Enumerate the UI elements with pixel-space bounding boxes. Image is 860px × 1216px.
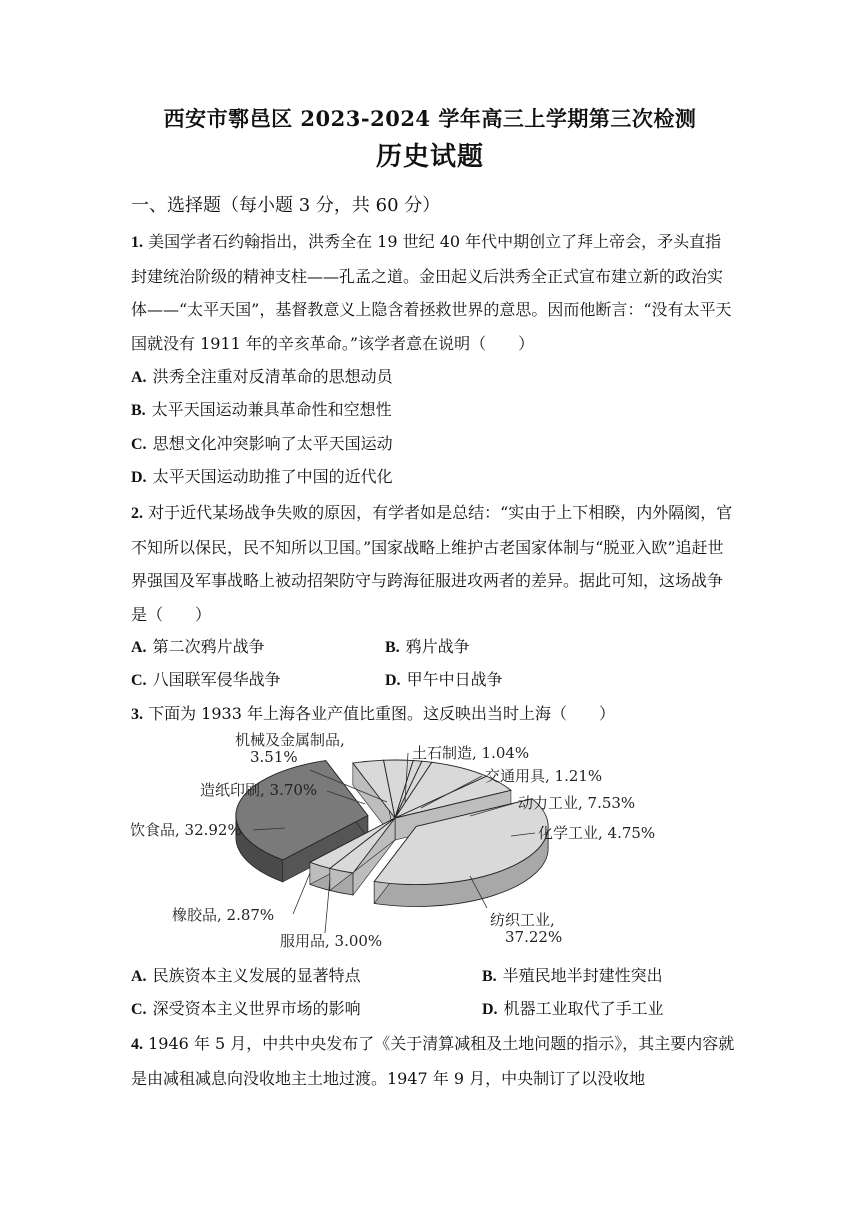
slice-label-2: 交通用具, 1.21% — [485, 767, 603, 785]
option-letter: C. — [131, 672, 147, 689]
slice-label-6: 服用品, 3.00% — [280, 932, 383, 950]
exam-subject-title: 历史试题 — [375, 142, 484, 172]
question-text: 1946 年 5 月，中共中央发布了《关于清算减租及土地问题的指示》，其主要内容就是由减租减息向没收地主土地过渡。1947 年 9 月，中央制订了以没收地 — [131, 1034, 735, 1088]
option-1a[interactable] — [131, 365, 393, 390]
option-text: 鸦片战争 — [405, 637, 470, 656]
option-letter: A. — [131, 968, 147, 985]
section-heading: 一、选择题（每小题 3 分，共 60 分） — [131, 195, 441, 216]
option-letter: B. — [131, 402, 146, 419]
option-text: 民族资本主义发展的显著特点 — [152, 966, 361, 985]
option-letter: D. — [131, 469, 147, 486]
option-3d[interactable] — [482, 997, 664, 1022]
leader-line-7 — [293, 873, 310, 914]
slice-label-3: 动力工业, 7.53% — [518, 794, 636, 812]
question-number: 1. — [131, 234, 143, 251]
option-letter: A. — [131, 639, 147, 656]
option-text: 思想文化冲突影响了太平天国运动 — [152, 434, 393, 453]
option-2d[interactable] — [385, 668, 503, 693]
option-letter: D. — [385, 672, 401, 689]
option-text: 深受资本主义世界市场的影响 — [152, 999, 361, 1018]
slice-label-1: 土石制造, 1.04% — [412, 744, 530, 762]
option-3a[interactable] — [131, 964, 361, 989]
option-letter: B. — [385, 639, 400, 656]
option-text: 太平天国运动兼具革命性和空想性 — [151, 400, 392, 419]
option-2c[interactable] — [131, 668, 281, 693]
slice-label-5: 纺织工业, 37.22% — [490, 911, 563, 946]
option-letter: C. — [131, 436, 147, 453]
option-1c[interactable] — [131, 432, 393, 457]
question-number: 2. — [131, 505, 143, 522]
slice-label-9: 造纸印刷, 3.70% — [200, 781, 318, 799]
option-2a[interactable] — [131, 635, 265, 660]
option-1d[interactable] — [131, 465, 393, 490]
question-text: 对于近代某场战争失败的原因，有学者如是总结：“实由于上下相睽，内外隔阂，官不知所以保民，民不知所以卫国。”国家战略上维护古老国家体制与“脱亚入欧”追赶世界强国及军事战略上被动招架防守与跨海征服进攻两者的差异。据此可知，这场战争是（ ） — [131, 503, 733, 624]
question-text: 下面为 1933 年上海各业产值比重图。这反映出当时上海（ ） — [148, 704, 615, 723]
slice-label-7: 橡胶品, 2.87% — [172, 906, 275, 924]
option-letter: A. — [131, 369, 147, 386]
question-3 — [131, 697, 736, 732]
option-text: 机器工业取代了手工业 — [503, 999, 664, 1018]
question-2 — [131, 496, 736, 631]
option-text: 第二次鸦片战争 — [152, 637, 265, 656]
question-number: 3. — [131, 706, 143, 723]
exam-title: 西安市鄠邑区 2023-2024 学年高三上学期第三次检测 — [163, 106, 697, 131]
option-letter: D. — [482, 1001, 498, 1018]
option-letter: B. — [482, 968, 497, 985]
question-number: 4. — [131, 1036, 143, 1053]
question-text: 美国学者石约翰指出，洪秀全在 19 世纪 40 年代中期创立了拜上帝会，矛头直指封建统治阶级的精神支柱——孔孟之道。金田起义后洪秀全正式宣布建立新的政治实体——“太平天国”，基督教意义上隐含着拯救世界的意思。因而他断言：“没有太平天国就没有 1911 年的辛亥革命。”该学者意在说明（ ） — [131, 232, 732, 353]
option-text: 甲午中日战争 — [406, 670, 503, 689]
option-3c[interactable] — [131, 997, 361, 1022]
option-text: 太平天国运动助推了中国的近代化 — [152, 467, 393, 486]
slice-label-8: 饮食品, 32.92% — [130, 821, 242, 839]
question-1 — [131, 225, 736, 360]
slice-label-0: 机械及金属制品, 3.51% — [235, 731, 345, 766]
pie-chart — [125, 728, 685, 953]
option-text: 八国联军侵华战争 — [152, 670, 281, 689]
option-text: 洪秀全注重对反清革命的思想动员 — [152, 367, 393, 386]
option-letter: C. — [131, 1001, 147, 1018]
question-4 — [131, 1027, 736, 1095]
option-text: 半殖民地半封建性突出 — [502, 966, 663, 985]
option-3b[interactable] — [482, 964, 663, 989]
slice-label-4: 化学工业, 4.75% — [538, 824, 656, 842]
option-2b[interactable] — [385, 635, 470, 660]
option-1b[interactable] — [131, 398, 392, 423]
